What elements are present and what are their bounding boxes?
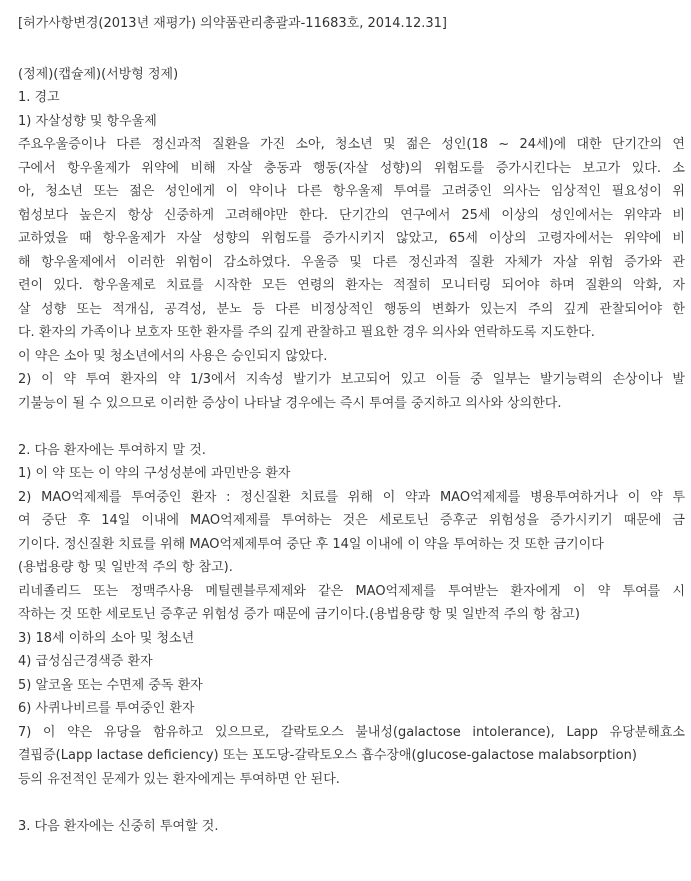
paragraph-line: 아, 청소년 또는 젊은 성인에게 이 약이나 다른 항우울제 투여를 고려중인 의사는 임상적인 필요성이 위 — [18, 184, 685, 199]
paragraph-line: 기불능이 될 수 있으므로 이러한 증상이 나타날 경우에는 즉시 투여를 중지하고 의사와 상의한다. — [18, 395, 562, 411]
list-item: 6) 사퀴나비르를 투여중인 환자 — [18, 701, 195, 716]
paragraph-line: 결핍증(Lapp lactase deficiency) 또는 포도당-갈락토오스 흡수장애(glucose-galactose malabsorption) — [18, 748, 637, 763]
paragraph-line: 7) 이 약은 유당을 함유하고 있으므로, 갈락토오스 불내성(galactose intolerance), Lapp 유당분해효소 — [18, 724, 685, 740]
label-document — [18, 12, 685, 838]
revision-header: [허가사항변경(2013년 재평가) 의약품관리총괄과-11683호, 2014.12.31] — [18, 16, 447, 31]
paragraph-line: 2) MAO억제제를 투여중인 환자 : 정신질환 치료를 위해 이 약과 MAO억제제를 병용투여하거나 이 약 투 — [18, 489, 685, 505]
paragraph-line: 구에서 항우울제가 위약에 비해 자살 충동과 행동(자살 성향)의 위험도를 증가시킨다는 보고가 있다. 소 — [18, 160, 685, 176]
section-contraindications — [18, 439, 685, 792]
paragraph-line: 기이다. 정신질환 치료를 위해 MAO억제제투여 중단 후 14일 이내에 이 약을 투여하는 것 또한 금기이다 — [18, 536, 604, 552]
list-item: 1) 이 약 또는 이 약의 구성성분에 과민반응 환자 — [18, 466, 291, 481]
paragraph-line: 다. 환자의 가족이나 보호자 또한 환자를 주의 깊게 관찰하고 필요한 경우 의사와 연락하도록 지도한다. — [18, 325, 595, 340]
list-item: 4) 급성심근경색증 환자 — [18, 654, 153, 669]
paragraph-line: 여 중단 후 14일 이내에 MAO억제제를 투여하는 것은 세로토닌 증후군 위험성을 증가시키기 때문에 금 — [18, 513, 685, 528]
paragraph-line: 해 항우울제에서 이러한 위험이 감소하였다. 우울증 및 다른 정신과적 질환 자체가 자살 위험 증가와 관 — [18, 254, 685, 270]
section-caution — [18, 815, 685, 839]
dosage-form-line: (정제)(캡슐제)(서방형 정제) — [18, 66, 179, 82]
paragraph-line: 련이 있다. 항우울제로 치료를 시작한 모든 연령의 환자는 적절히 모니터링 되어야 하며 질환의 악화, 자 — [18, 278, 685, 293]
paragraph-line: 험성보다 높은지 항상 신중하게 고려해야만 한다. 단기간의 연구에서 25세 이상의 성인에서는 위약과 비 — [18, 207, 685, 223]
paragraph-line: 교하였을 때 항우울제가 자살 성향의 위험도를 증가시키지 않았고, 65세 이상의 고령자에서는 위약에 비 — [18, 231, 685, 246]
blank-line — [18, 791, 685, 815]
paragraph-line: 살 성향 또는 적개심, 공격성, 분노 등 다른 비정상적인 행동의 변화가 있는지 주의 깊게 관찰되어야 한 — [18, 301, 685, 317]
section-warning — [18, 86, 685, 415]
paragraph-line: 2) 이 약 투여 환자의 약 1/3에서 지속성 발기가 보고되어 있고 이들 중 일부는 발기능력의 손상이나 발 — [18, 372, 685, 387]
paragraph-line: (용법용량 항 및 일반적 주의 항 참고). — [18, 560, 233, 575]
paragraph-line: 리네졸리드 또는 정맥주사용 메틸렌블루제제와 같은 MAO억제제를 투여받는 환자에게 이 약 투여를 시 — [18, 583, 685, 599]
subsection-title: 1) 자살성향 및 항우울제 — [18, 113, 157, 129]
list-item: 3) 18세 이하의 소아 및 청소년 — [18, 630, 195, 646]
list-item: 5) 알코올 또는 수면제 중독 환자 — [18, 677, 203, 693]
paragraph-line: 등의 유전적인 문제가 있는 환자에게는 투여하면 안 된다. — [18, 771, 340, 787]
section-title: 2. 다음 환자에는 투여하지 말 것. — [18, 442, 206, 458]
section-title: 1. 경고 — [18, 90, 60, 105]
section-title: 3. 다음 환자에는 신중히 투여할 것. — [18, 818, 219, 834]
paragraph-line: 주요우울증이나 다른 정신과적 질환을 가진 소아, 청소년 및 젊은 성인(18 ~ 24세)에 대한 단기간의 연 — [18, 137, 685, 152]
paragraph-line: 작하는 것 또한 세로토닌 증후군 위험성 증가 때문에 금기이다.(용법용량 항 및 일반적 주의 항 참고) — [18, 607, 580, 622]
blank-line — [18, 415, 685, 439]
paragraph-line: 이 약은 소아 및 청소년에서의 사용은 승인되지 않았다. — [18, 348, 328, 364]
